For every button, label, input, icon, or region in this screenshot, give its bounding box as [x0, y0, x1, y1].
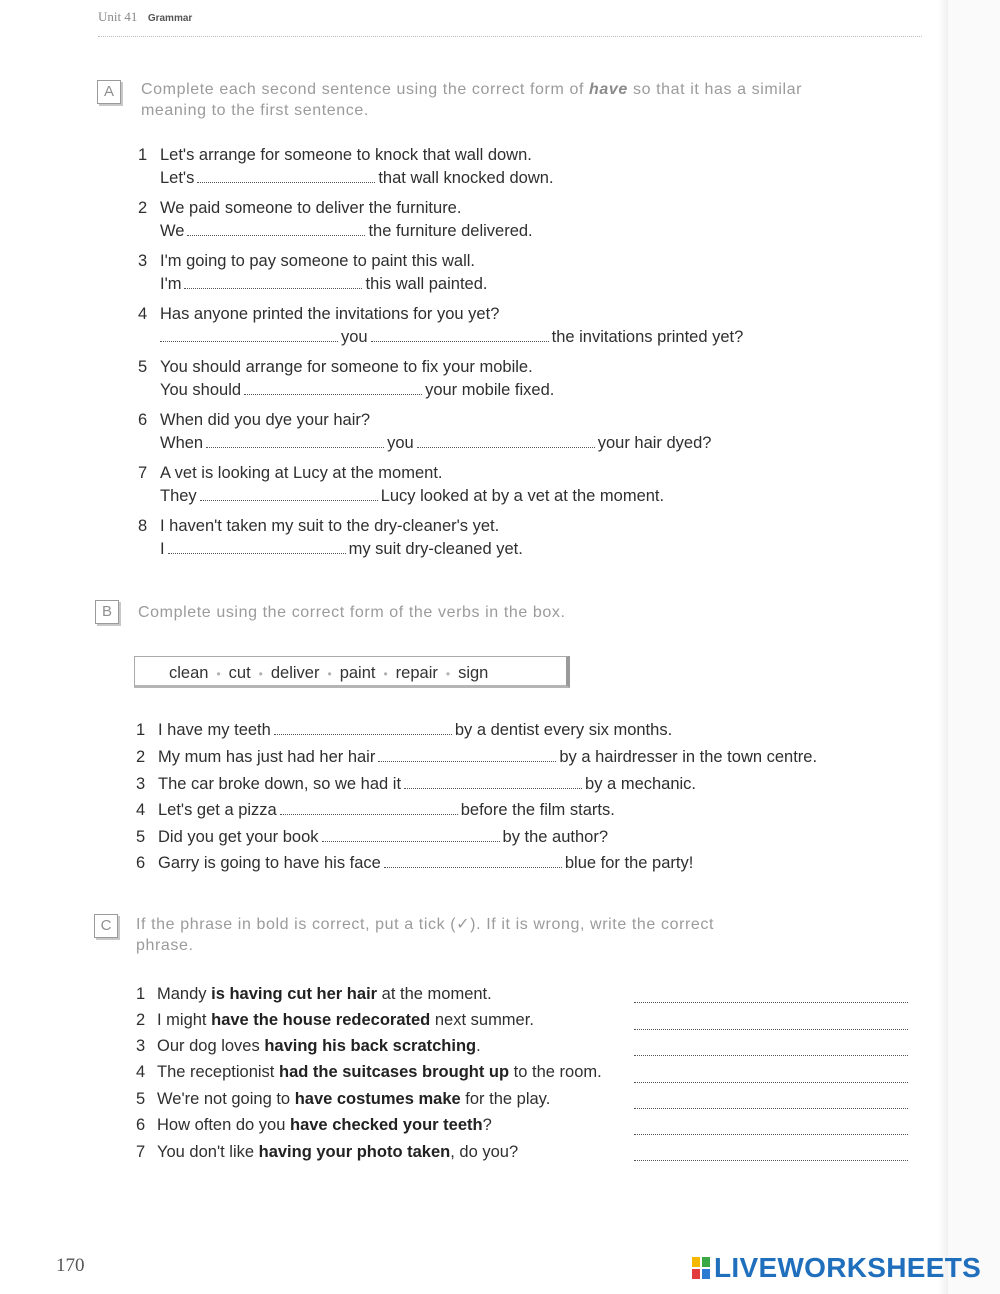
- sentence-start: Garry is going to have his face: [158, 854, 381, 872]
- answer-blank[interactable]: [404, 776, 582, 789]
- item-number: 3: [138, 252, 148, 270]
- answer-end: my suit dry-cleaned yet.: [348, 540, 523, 558]
- answer-blank[interactable]: [206, 435, 384, 448]
- instruction-text: so that it has a similar meaning to the first sentence.: [141, 81, 803, 119]
- logo-mark-icon: [692, 1257, 710, 1279]
- sentence-end: by a mechanic.: [585, 775, 697, 793]
- verb-option: deliver: [270, 664, 320, 682]
- sentence-end: before the film starts.: [460, 801, 615, 819]
- bold-phrase: having your photo taken: [258, 1143, 451, 1161]
- sentence-end: ?: [482, 1116, 492, 1134]
- page-number: 170: [56, 1255, 85, 1276]
- correction-blank[interactable]: [634, 1081, 908, 1083]
- answer-end: your hair dyed?: [597, 434, 712, 452]
- bold-phrase: having his back scratching: [264, 1037, 477, 1055]
- item-number: 4: [136, 1063, 146, 1081]
- sentence-start: We're not going to: [157, 1090, 295, 1108]
- item-number: 1: [136, 721, 146, 739]
- answer-middle: you: [341, 328, 368, 346]
- answer-start: When: [160, 434, 204, 452]
- prompt-sentence: Has anyone printed the invitations for you yet?: [160, 305, 500, 323]
- sentence-start: The car broke down, so we had it: [158, 775, 402, 793]
- sentence-start: You don't like: [157, 1143, 259, 1161]
- section-title: Grammar: [147, 13, 193, 24]
- exercise-a-6: [138, 409, 711, 455]
- exercise-c-5: [136, 1088, 550, 1110]
- answer-start: Let's: [160, 169, 195, 187]
- sentence-end: .: [476, 1037, 481, 1055]
- answer-blank[interactable]: [417, 435, 595, 448]
- answer-start: I'm: [160, 275, 182, 293]
- logo-square: [692, 1257, 700, 1267]
- sentence-start: How often do you: [157, 1116, 290, 1134]
- item-number: 5: [136, 828, 146, 846]
- bullet-separator: •: [216, 667, 221, 681]
- item-number: 5: [136, 1090, 146, 1108]
- verb-option: repair: [395, 664, 438, 682]
- answer-start: They: [160, 487, 197, 505]
- answer-start: I: [160, 540, 165, 558]
- section-a-instruction: [141, 79, 841, 121]
- answer-blank[interactable]: [160, 329, 338, 342]
- item-number: 4: [138, 305, 148, 323]
- exercise-b-3: [136, 773, 696, 795]
- prompt-sentence: A vet is looking at Lucy at the moment.: [160, 464, 443, 482]
- exercise-b-1: [136, 719, 672, 741]
- item-number: 3: [136, 775, 146, 793]
- exercise-c-4: [136, 1061, 602, 1083]
- sentence-end: next summer.: [430, 1011, 534, 1029]
- item-number: 2: [136, 748, 146, 766]
- verb-option: clean: [169, 664, 209, 682]
- exercise-a-1: [138, 144, 554, 190]
- item-number: 8: [138, 517, 148, 535]
- verb-option: sign: [458, 664, 489, 682]
- exercise-c-7: [136, 1141, 518, 1163]
- answer-end: your mobile fixed.: [425, 381, 555, 399]
- answer-end: the invitations printed yet?: [551, 328, 744, 346]
- exercise-a-4: [138, 303, 743, 349]
- answer-middle: you: [387, 434, 414, 452]
- logo-square: [692, 1269, 700, 1279]
- item-number: 2: [136, 1011, 146, 1029]
- item-number: 6: [138, 411, 148, 429]
- answer-blank[interactable]: [384, 855, 562, 868]
- bullet-separator: •: [327, 667, 332, 681]
- answer-blank[interactable]: [200, 488, 378, 501]
- answer-blank[interactable]: [197, 170, 375, 183]
- answer-blank[interactable]: [322, 829, 500, 842]
- bullet-separator: •: [258, 667, 263, 681]
- exercise-b-4: [136, 799, 615, 821]
- exercise-a-8: [138, 515, 523, 561]
- item-number: 7: [136, 1143, 146, 1161]
- page-header: [98, 8, 922, 37]
- page-margin-strip: [948, 0, 1000, 1294]
- sentence-start: Our dog loves: [157, 1037, 265, 1055]
- sentence-start: I might: [157, 1011, 212, 1029]
- answer-end: the furniture delivered.: [368, 222, 533, 240]
- answer-blank[interactable]: [378, 749, 556, 762]
- sentence-end: by a hairdresser in the town centre.: [559, 748, 818, 766]
- exercise-c-1: [136, 983, 492, 1005]
- sentence-end: for the play.: [460, 1090, 551, 1108]
- item-number: 6: [136, 854, 146, 872]
- correction-blank[interactable]: [634, 1133, 908, 1135]
- bullet-separator: •: [445, 667, 451, 681]
- section-b-instruction: Complete using the correct form of the verbs in the box.: [138, 604, 566, 621]
- verb-option: paint: [339, 664, 376, 682]
- logo-square: [702, 1257, 710, 1267]
- sentence-end: by the author?: [502, 828, 609, 846]
- bold-phrase: have the house redecorated: [211, 1011, 431, 1029]
- section-c-label: C: [94, 914, 118, 938]
- exercise-a-7: [138, 462, 664, 508]
- sentence-start: I have my teeth: [158, 721, 271, 739]
- sentence-end: at the moment.: [377, 985, 492, 1003]
- prompt-sentence: I haven't taken my suit to the dry-cleaner's yet.: [160, 517, 500, 535]
- exercise-c-6: [136, 1114, 492, 1136]
- exercise-a-3: [138, 250, 487, 296]
- sentence-start: The receptionist: [157, 1063, 279, 1081]
- answer-start: We: [160, 222, 185, 240]
- verb-box: [134, 656, 570, 688]
- item-number: 1: [136, 985, 146, 1003]
- sentence-end: to the room.: [509, 1063, 602, 1081]
- section-c-instruction: If the phrase in bold is correct, put a tick (✓). If it is wrong, write the correct phrase.: [136, 916, 715, 954]
- exercise-a-5: [138, 356, 554, 402]
- exercise-b-5: [136, 826, 608, 848]
- section-b-label: B: [95, 600, 119, 624]
- instruction-emphasis: have: [589, 81, 628, 98]
- prompt-sentence: You should arrange for someone to fix your mobile.: [160, 358, 533, 376]
- prompt-sentence: We paid someone to deliver the furniture.: [160, 199, 462, 217]
- item-number: 7: [138, 464, 148, 482]
- answer-blank[interactable]: [274, 722, 452, 735]
- item-number: 6: [136, 1116, 146, 1134]
- liveworksheets-logo: [692, 1252, 981, 1284]
- answer-end: Lucy looked at by a vet at the moment.: [380, 487, 665, 505]
- page-edge-shadow: [938, 0, 948, 1294]
- bold-phrase: had the suitcases brought up: [278, 1063, 510, 1081]
- instruction-text: Complete each second sentence using the correct form of: [141, 81, 590, 98]
- section-a-label: A: [97, 80, 121, 104]
- prompt-sentence: Let's arrange for someone to knock that wall down.: [160, 146, 532, 164]
- sentence-start: My mum has just had her hair: [158, 748, 376, 766]
- correction-blank[interactable]: [634, 1107, 908, 1109]
- prompt-sentence: When did you dye your hair?: [160, 411, 371, 429]
- correction-blank[interactable]: [634, 1028, 908, 1030]
- logo-square: [702, 1269, 710, 1279]
- exercise-a-2: [138, 197, 533, 243]
- bullet-separator: •: [383, 667, 388, 681]
- sentence-start: Mandy: [157, 985, 212, 1003]
- answer-blank[interactable]: [168, 541, 346, 554]
- answer-blank[interactable]: [187, 223, 365, 236]
- sentence-start: Let's get a pizza: [158, 801, 277, 819]
- answer-blank[interactable]: [280, 802, 458, 815]
- sentence-start: Did you get your book: [158, 828, 319, 846]
- correction-blank[interactable]: [634, 1001, 908, 1003]
- bold-phrase: have checked your teeth: [290, 1116, 483, 1134]
- prompt-sentence: I'm going to pay someone to paint this wall.: [160, 252, 475, 270]
- item-number: 1: [138, 146, 148, 164]
- bold-phrase: have costumes make: [294, 1090, 461, 1108]
- exercise-c-3: [136, 1035, 481, 1057]
- item-number: 4: [136, 801, 146, 819]
- exercise-c-2: [136, 1009, 534, 1031]
- logo-text: LIVEWORKSHEETS: [714, 1252, 982, 1283]
- exercise-b-2: [136, 746, 817, 768]
- sentence-end: blue for the party!: [564, 854, 694, 872]
- exercise-b-6: [136, 852, 693, 874]
- answer-end: this wall painted.: [365, 275, 488, 293]
- answer-blank[interactable]: [184, 276, 362, 289]
- item-number: 5: [138, 358, 148, 376]
- correction-blank[interactable]: [634, 1159, 908, 1161]
- item-number: 2: [138, 199, 148, 217]
- item-number: 3: [136, 1037, 146, 1055]
- verb-option: cut: [228, 664, 251, 682]
- answer-start: You should: [160, 381, 242, 399]
- answer-end: that wall knocked down.: [378, 169, 554, 187]
- unit-title: Unit 41: [98, 9, 138, 24]
- answer-blank[interactable]: [244, 382, 422, 395]
- bold-phrase: is having cut her hair: [211, 985, 378, 1003]
- sentence-end: by a dentist every six months.: [454, 721, 673, 739]
- answer-blank[interactable]: [371, 329, 549, 342]
- correction-blank[interactable]: [634, 1054, 908, 1056]
- sentence-end: , do you?: [450, 1143, 519, 1161]
